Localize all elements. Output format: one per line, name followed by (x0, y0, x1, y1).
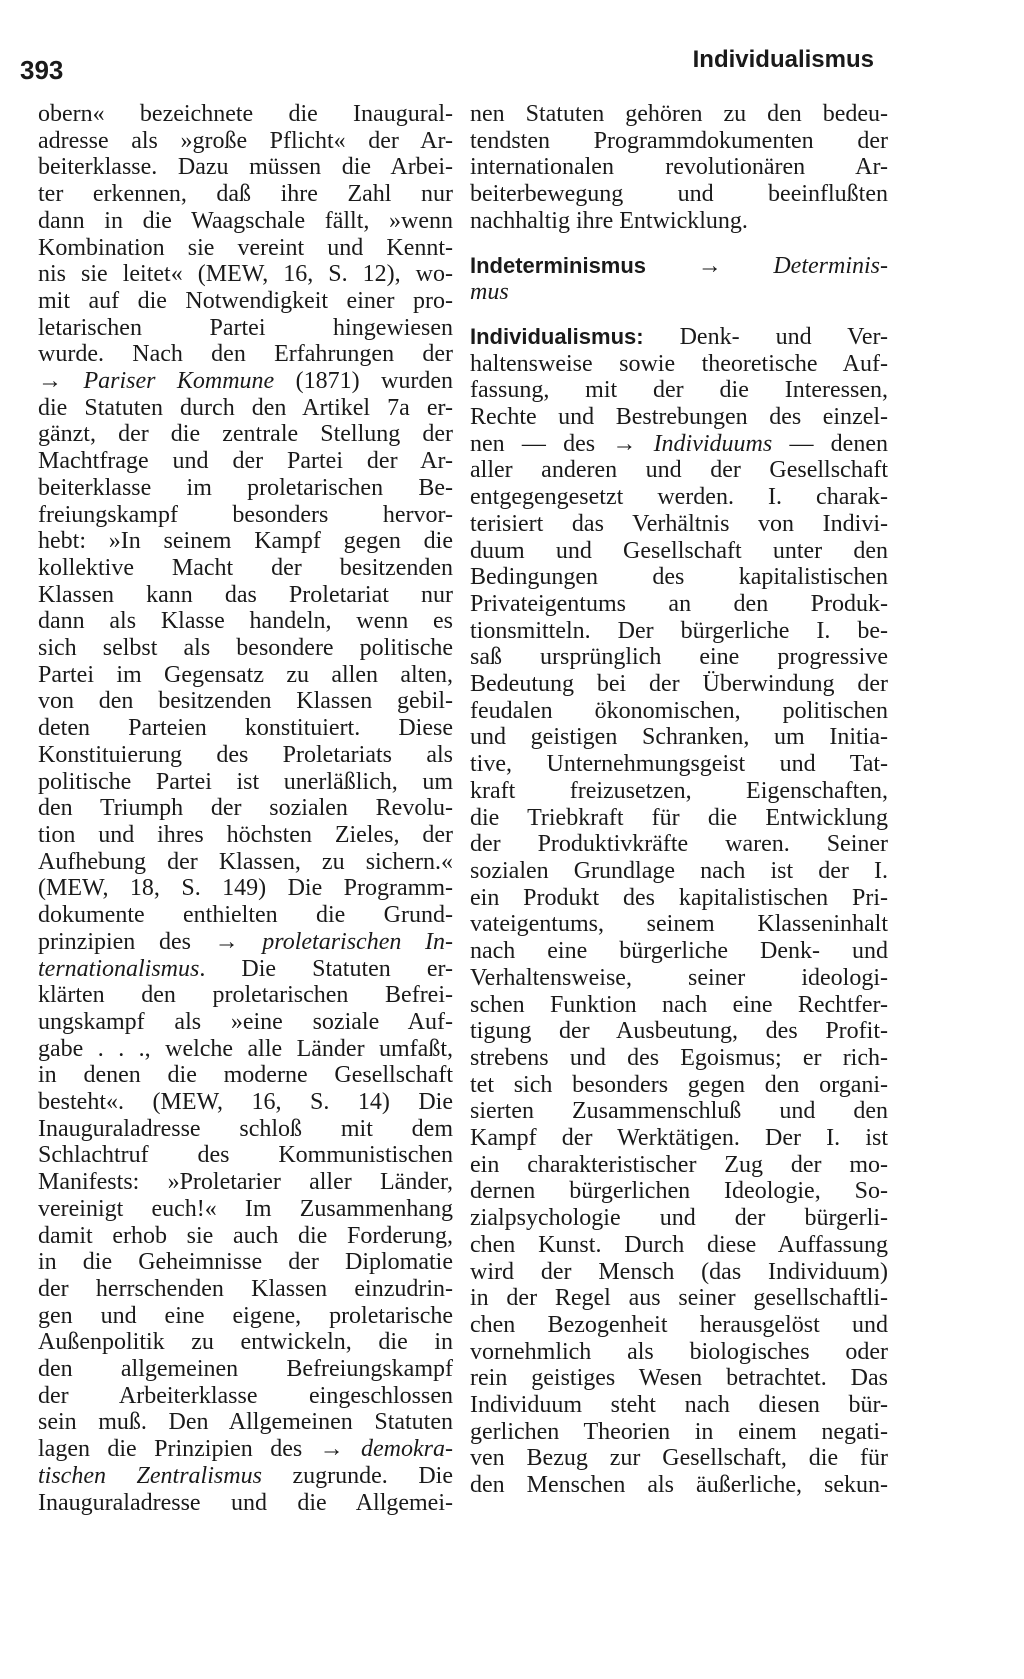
text-line: zialpsychologie und der bürgerli- (470, 1205, 888, 1232)
entry-spacer (470, 306, 888, 324)
text-line: klärten den proletarischen Befrei- (38, 982, 453, 1009)
text-line: sein muß. Den Allgemeinen Statuten (38, 1409, 453, 1436)
text-line: chen Kunst. Durch diese Auffassung (470, 1231, 888, 1258)
text-line: schen Funktion nach eine Rechtfer- (470, 991, 888, 1018)
text-line: damit erhob sie auch die Forderung, (38, 1222, 453, 1249)
text-line: der Produktivkräfte waren. Seiner (470, 831, 888, 858)
text-line: tive, Unternehmungsgeist und Tat- (470, 751, 888, 778)
text-line: strebens und des Egoismus; er rich- (470, 1044, 888, 1071)
text-line: in der Regel aus seiner gesellschaftli- (470, 1285, 888, 1312)
text-line: Inauguraladresse schloß mit dem (38, 1115, 453, 1142)
text-line: von den besitzenden Klassen gebil- (38, 688, 453, 715)
text-line: die Statuten durch den Artikel 7a er- (38, 394, 453, 421)
entry-indeterminismus (470, 253, 888, 306)
text-line: hebt: »In seinem Kampf gegen die (38, 528, 453, 555)
text-line: freiungskampf besonders hervor- (38, 501, 453, 528)
text-line: gänzt, der die zentrale Stellung der (38, 421, 453, 448)
text-line: nachhaltig ihre Entwicklung. (470, 207, 748, 234)
text-line: beiterbewegung und beeinflußten (470, 181, 888, 208)
entry-spacer (470, 235, 888, 253)
text-line: tendsten Programmdokumenten der (470, 127, 888, 154)
text-line: vateigentums, seinem Klasseninhalt (470, 911, 888, 938)
text-line: lagen die Prinzipien des → demokra- (38, 1436, 453, 1463)
text-line: tet sich besonders gegen den organi- (470, 1071, 888, 1098)
text-line: ven Bezug zur Gesellschaft, die für (470, 1445, 888, 1472)
entry-headline (470, 324, 888, 351)
text-line: aller anderen und der Gesellschaft (470, 457, 888, 484)
text-line: den allgemeinen Befreiungskampf (38, 1356, 453, 1383)
text-line: Bedingungen des kapitalistischen (470, 564, 888, 591)
text-line: gabe . . ., welche alle Länder umfaßt, (38, 1035, 453, 1062)
text-line: Klassen kann das Proletariat nur (38, 581, 453, 608)
text-line: Verhaltensweise, seiner ideologi- (470, 964, 888, 991)
text-line: vornehmlich als biologisches oder (470, 1338, 888, 1365)
text-line: Manifests: »Proletarier aller Länder, (38, 1169, 453, 1196)
text-line: terisiert das Verhältnis von Indivi- (470, 510, 888, 537)
text-line: sozialen Grundlage nach ist der I. (470, 857, 888, 884)
cross-ref-arrow: → (646, 252, 774, 279)
text-line: nis sie leitet« (MEW, 16, S. 12), wo- (38, 261, 453, 288)
text-line: tionsmitteln. Der bürgerliche I. be- (470, 617, 888, 644)
text-line: Konstituierung des Proletariats als (38, 741, 453, 768)
text-line: politische Partei ist unerläßlich, um (38, 768, 453, 795)
text-line: Kombination sie vereint und Kennt- (38, 234, 453, 261)
text-line: fassung, mit der die Interessen, (470, 377, 888, 404)
text-line: tischen Zentralismus zugrunde. Die (38, 1462, 453, 1489)
text-line: gen und eine eigene, proletarische (38, 1302, 453, 1329)
text-line: letarischen Partei hingewiesen (38, 314, 453, 341)
text-line: Partei im Gegensatz zu allen alten, (38, 661, 453, 688)
lemma-indeterminismus: Indeterminismus (470, 252, 647, 278)
lemma-individualismus: Individualismus: (470, 323, 644, 349)
text-line: vereinigt euch!« Im Zusammenhang (38, 1195, 453, 1222)
text-line: der Arbeiterklasse eingeschlossen (38, 1382, 453, 1409)
text-line: den Menschen als äußerliche, sekun- (470, 1472, 888, 1499)
text-line: deten Parteien konstituiert. Diese (38, 715, 453, 742)
text-line: ternationalismus. Die Statuten er- (38, 955, 453, 982)
text-line: rein geistiges Wesen betrachtet. Das (470, 1365, 888, 1392)
text-line: Kampf der Werktätigen. Der I. ist (470, 1125, 888, 1152)
text-line: nen Statuten gehören zu den bedeu- (470, 101, 888, 127)
entry-line (470, 279, 888, 306)
text-line: kollektive Macht der besitzenden (38, 554, 453, 581)
text-line: Schlachtruf des Kommunistischen (38, 1142, 453, 1169)
text-line: adresse als »große Pflicht« der Ar- (38, 127, 453, 154)
cross-ref-determinismus-cont[interactable]: mus (470, 279, 509, 306)
text-line: Außenpolitik zu entwickeln, die in (38, 1329, 453, 1356)
text-line: Privateigentums an den Produk- (470, 590, 888, 617)
text-line: der herrschenden Klassen einzudrin- (38, 1275, 453, 1302)
text-line: internationalen revolutionären Ar- (470, 154, 888, 181)
continued-entry-text (470, 101, 888, 235)
text-line: Aufhebung der Klassen, zu sichern.« (38, 848, 453, 875)
running-head: Individualismus (692, 46, 874, 73)
text-line: → Pariser Kommune (1871) wurden (38, 368, 453, 395)
text-line: nach eine bürgerliche Denk- und (470, 938, 888, 965)
text-line: in denen die moderne Gesellschaft (38, 1062, 453, 1089)
text-line: beiterklasse. Dazu müssen die Arbei- (38, 154, 453, 181)
left-column (38, 101, 453, 1516)
cross-ref-determinismus[interactable]: Determinis- (773, 252, 888, 279)
text-line: ein Produkt des kapitalistischen Pri- (470, 884, 888, 911)
text-line: kraft freizusetzen, Eigenschaften, (470, 777, 888, 804)
text-line: in die Geheimnisse der Diplomatie (38, 1249, 453, 1276)
text-line: ter erkennen, daß ihre Zahl nur (38, 181, 453, 208)
text-line: dokumente enthielten die Grund- (38, 902, 453, 929)
text-line: dann in die Waagschale fällt, »wenn (38, 207, 453, 234)
text-line: sich selbst als besondere politische (38, 635, 453, 662)
text-line: Individuum steht nach diesen bür- (470, 1392, 888, 1419)
text-line: prinzipien des → proletarischen In- (38, 928, 453, 955)
page-number: 393 (20, 55, 64, 85)
text-line: ein charakteristischer Zug der mo- (470, 1151, 888, 1178)
text-line: den Triumph der sozialen Revolu- (38, 795, 453, 822)
text-line: entgegengesetzt werden. I. charak- (470, 484, 888, 511)
text-line: Machtfrage und der Partei der Ar- (38, 448, 453, 475)
text-line: dann als Klasse handeln, wenn es (38, 608, 453, 635)
text-line: chen Bezogenheit herausgelöst und (470, 1311, 888, 1338)
text-line: und geistigen Schranken, um Initia- (470, 724, 888, 751)
text-line: obern« bezeichnete die Inaugural- (38, 101, 453, 127)
text-line: wurde. Nach den Erfahrungen der (38, 341, 453, 368)
entry-body (470, 351, 888, 1499)
text-line: (MEW, 18, S. 149) Die Programm- (38, 875, 453, 902)
text-line: tigung der Ausbeutung, des Profit- (470, 1018, 888, 1045)
entry-first-line-text: Denk- und Ver- (643, 323, 888, 350)
text-line: beiterklasse im proletarischen Be- (38, 474, 453, 501)
text-line: Rechte und Bestrebungen des einzel- (470, 404, 888, 431)
text-line: haltensweise sowie theoretische Auf- (470, 350, 888, 377)
text-line: tion und ihres höchsten Zieles, der (38, 821, 453, 848)
text-line: die Triebkraft für die Entwicklung (470, 804, 888, 831)
text-line: dernen bürgerlichen Ideologie, So- (470, 1178, 888, 1205)
text-line: duum und Gesellschaft unter den (470, 537, 888, 564)
text-line: besteht«. (MEW, 16, S. 14) Die (38, 1089, 453, 1116)
text-line: wird der Mensch (das Individuum) (470, 1258, 888, 1285)
entry-individualismus (470, 324, 888, 1499)
text-line: Inauguraladresse und die Allgemei- (38, 1489, 453, 1516)
text-line: gerlichen Theorien in einem negati- (470, 1418, 888, 1445)
text-line: ungskampf als »eine soziale Auf- (38, 1008, 453, 1035)
text-line: saß ursprünglich eine progressive (470, 644, 888, 671)
entry-headline (470, 253, 888, 280)
text-line: sierten Zusammenschluß und den (470, 1098, 888, 1125)
right-column (470, 101, 888, 1499)
text-line: nen — des → Individuums — denen (470, 430, 888, 457)
text-line: Bedeutung bei der Überwindung der (470, 671, 888, 698)
text-line: mit auf die Notwendigkeit einer pro- (38, 287, 453, 314)
text-line: feudalen ökonomischen, politischen (470, 697, 888, 724)
